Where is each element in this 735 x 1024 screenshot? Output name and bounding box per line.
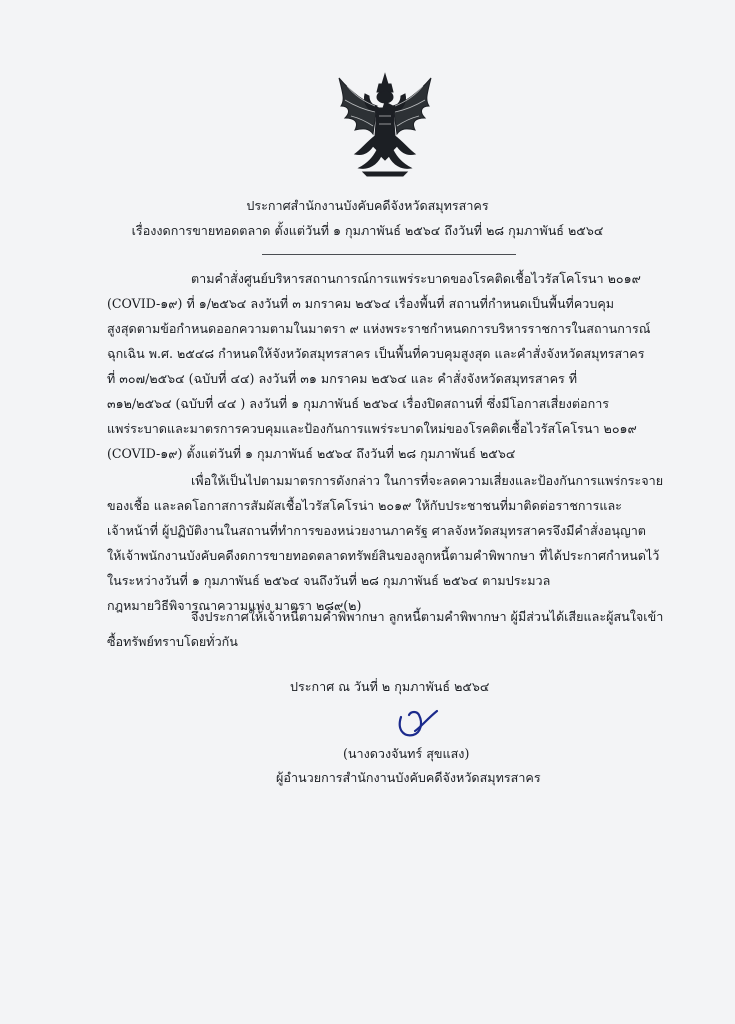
heading-divider	[262, 254, 516, 255]
signature-icon	[393, 707, 441, 741]
paragraph-line: ของเชื้อ และลดโอกาสการสัมผัสเชื้อไวรัสโคโรน่า ๒๐๑๙ ให้กับประชาชนที่มาติดต่อราชการและ	[107, 498, 622, 513]
paragraph-line: ให้เจ้าพนักงานบังคับคดีงดการขายทอดตลาดทรัพย์สินของลูกหนี้ตามคำพิพากษา ที่ได้ประกาศกำหนดไว้	[107, 548, 660, 563]
paragraph-line: เจ้าหน้าที่ ผู้ปฏิบัติงานในสถานที่ทำการของหน่วยงานภาครัฐ ศาลจังหวัดสมุทรสาครจึงมีคำสั่งอนุญาต	[107, 523, 646, 538]
announcement-date: ประกาศ ณ วันที่ ๒ กุมภาพันธ์ ๒๕๖๔	[290, 679, 490, 694]
paragraph-line: กฎหมายวิธีพิจารณาความแพ่ง มาตรา ๒๘๙(๒)	[107, 598, 362, 613]
paragraph-line: ซื้อทรัพย์ทราบโดยทั่วกัน	[107, 634, 238, 649]
paragraph-1	[107, 270, 673, 470]
paragraph-line: สูงสุดตามข้อกำหนดออกความตามในมาตรา ๙ แห่งพระราชกำหนดการบริหารราชการในสถานการณ์	[107, 321, 651, 336]
signer-title: ผู้อำนวยการสำนักงานบังคับคดีจังหวัดสมุทรสาคร	[276, 770, 541, 785]
paragraph-line: ที่ ๓๐๗/๒๕๖๔ (ฉบับที่ ๔๔) ลงวันที่ ๓๑ มกราคม ๒๕๖๔ และ คำสั่งจังหวัดสมุทรสาคร ที่	[107, 371, 578, 386]
paragraph-line: (COVID-๑๙) ที่ ๑/๒๕๖๔ ลงวันที่ ๓ มกราคม ๒๕๖๔ เรื่องพื้นที่ สถานที่กำหนดเป็นพื้นที่ควบคุม	[107, 296, 615, 311]
paragraph-line: เพื่อให้เป็นไปตามมาตรการดังกล่าว ในการที่จะลดความเสี่ยงและป้องกันการแพร่กระจาย	[191, 473, 664, 488]
agency-heading: ประกาศสำนักงานบังคับคดีจังหวัดสมุทรสาคร	[246, 198, 489, 213]
signer-name: (นางดวงจันทร์ สุขแสง)	[343, 746, 470, 761]
subject-heading: เรื่องงดการขายทอดตลาด ตั้งแต่วันที่ ๑ กุมภาพันธ์ ๒๕๖๔ ถึงวันที่ ๒๘ กุมภาพันธ์ ๒๕๖๔	[131, 223, 604, 238]
paragraph-line: (COVID-๑๙) ตั้งแต่วันที่ ๑ กุมภาพันธ์ ๒๕๖๔ ถึงวันที่ ๒๘ กุมภาพันธ์ ๒๕๖๔	[107, 446, 516, 461]
paragraph-3	[107, 608, 673, 658]
paragraph-line: ตามคำสั่งศูนย์บริหารสถานการณ์การแพร่ระบาดของโรคติดเชื้อไวรัสโคโรนา ๒๐๑๙	[191, 271, 641, 286]
paragraph-2	[107, 472, 673, 622]
garuda-emblem-icon	[333, 72, 437, 178]
paragraph-line: จึงประกาศให้เจ้าหนี้ตามคำพิพากษา ลูกหนี้ตามคำพิพากษา ผู้มีส่วนได้เสียและผู้สนใจเข้า	[191, 609, 664, 624]
paragraph-line: ในระหว่างวันที่ ๑ กุมภาพันธ์ ๒๕๖๔ จนถึงวันที่ ๒๘ กุมภาพันธ์ ๒๕๖๔ ตามประมวล	[107, 573, 551, 588]
paragraph-line: แพร่ระบาดและมาตรการควบคุมและป้องกันการแพร่ระบาดใหม่ของโรคติดเชื้อไวรัสโคโรนา ๒๐๑๙	[107, 421, 637, 436]
paragraph-line: ๓๑๒/๒๕๖๔ (ฉบับที่ ๔๔ ) ลงวันที่ ๑ กุมภาพันธ์ ๒๕๖๔ เรื่องปิดสถานที่ ซึ่งมีโอกาสเสี่ยงต่อการ	[107, 396, 610, 411]
paragraph-line: ฉุกเฉิน พ.ศ. ๒๕๔๘ กำหนดให้จังหวัดสมุทรสาคร เป็นพื้นที่ควบคุมสูงสุด และคำสั่งจังหวัดสมุทรสาคร	[107, 346, 645, 361]
